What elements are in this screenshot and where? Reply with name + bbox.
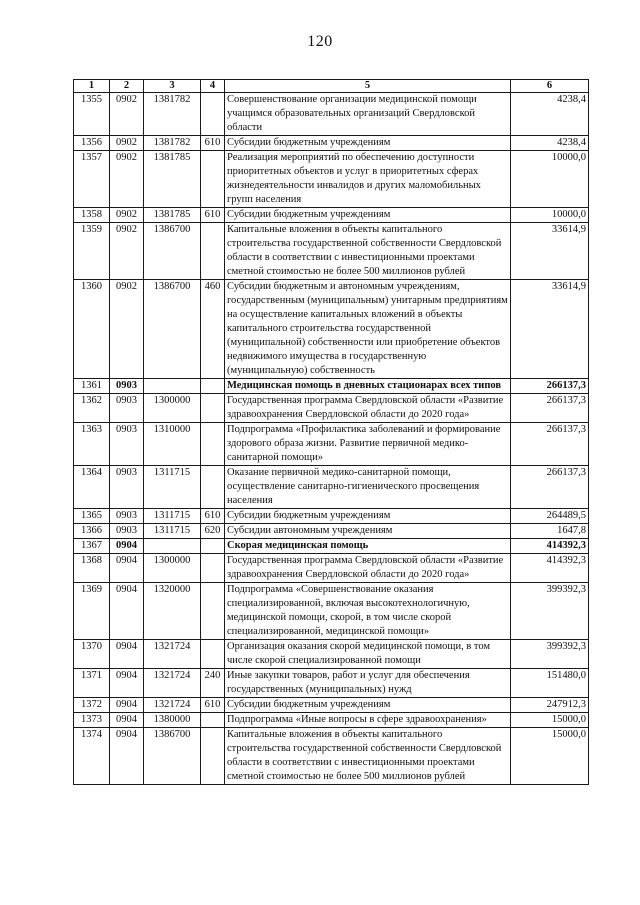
table-row (74, 379, 589, 394)
item-name: Оказание первичной медико-санитарной помощи, осуществление санитарно-гигиенического просвещения населения (225, 466, 511, 509)
row-number: 1363 (74, 423, 110, 466)
header-col-type: 4 (201, 80, 225, 93)
section-code: 0903 (110, 379, 144, 394)
expense-type: 240 (201, 669, 225, 698)
amount: 33614,9 (511, 280, 589, 379)
table-row (74, 583, 589, 640)
item-name: Организация оказания скорой медицинской помощи, в том числе скорой специализированной помощи (225, 640, 511, 669)
target-article: 1310000 (144, 423, 201, 466)
target-article: 1386700 (144, 223, 201, 280)
target-article: 1381785 (144, 208, 201, 223)
section-code: 0903 (110, 509, 144, 524)
budget-table (73, 79, 589, 785)
table-row (74, 539, 589, 554)
header-col-number: 1 (74, 80, 110, 93)
section-code: 0903 (110, 524, 144, 539)
expense-type: 460 (201, 280, 225, 379)
item-name: Подпрограмма «Профилактика заболеваний и формирование здорового образа жизни. Развитие первичной медико-санитарной помощи» (225, 423, 511, 466)
row-number: 1371 (74, 669, 110, 698)
table-row (74, 554, 589, 583)
target-article: 1320000 (144, 583, 201, 640)
table-row (74, 394, 589, 423)
item-name: Иные закупки товаров, работ и услуг для обеспечения государственных (муниципальных) нужд (225, 669, 511, 698)
row-number: 1357 (74, 151, 110, 208)
expense-type (201, 93, 225, 136)
amount: 414392,3 (511, 554, 589, 583)
section-code: 0904 (110, 554, 144, 583)
row-number: 1370 (74, 640, 110, 669)
row-number: 1356 (74, 136, 110, 151)
row-number: 1360 (74, 280, 110, 379)
table-row (74, 640, 589, 669)
table-row (74, 208, 589, 223)
row-number: 1369 (74, 583, 110, 640)
amount: 15000,0 (511, 713, 589, 728)
section-code: 0903 (110, 394, 144, 423)
header-col-target: 3 (144, 80, 201, 93)
section-code: 0902 (110, 223, 144, 280)
item-name: Субсидии автономным учреждениям (225, 524, 511, 539)
item-name: Подпрограмма «Совершенствование оказания специализированной, включая высокотехнологичную, медицинской помощи, скорой, в том числе скорой специализированной, медицинской помощи» (225, 583, 511, 640)
row-number: 1366 (74, 524, 110, 539)
row-number: 1368 (74, 554, 110, 583)
target-article (144, 539, 201, 554)
amount: 4238,4 (511, 136, 589, 151)
table-row (74, 151, 589, 208)
item-name: Субсидии бюджетным учреждениям (225, 208, 511, 223)
row-number: 1374 (74, 728, 110, 785)
section-code: 0904 (110, 640, 144, 669)
target-article: 1381782 (144, 93, 201, 136)
row-number: 1358 (74, 208, 110, 223)
item-name: Подпрограмма «Иные вопросы в сфере здравоохранения» (225, 713, 511, 728)
expense-type: 610 (201, 698, 225, 713)
section-code: 0904 (110, 698, 144, 713)
target-article: 1311715 (144, 466, 201, 509)
expense-type (201, 223, 225, 280)
item-name: Государственная программа Свердловской области «Развитие здравоохранения Свердловской области до 2020 года» (225, 554, 511, 583)
table-row (74, 280, 589, 379)
section-code: 0903 (110, 466, 144, 509)
section-code: 0902 (110, 151, 144, 208)
item-name: Медицинская помощь в дневных стационарах всех типов (225, 379, 511, 394)
target-article: 1381782 (144, 136, 201, 151)
item-name: Субсидии бюджетным учреждениям (225, 698, 511, 713)
amount: 399392,3 (511, 640, 589, 669)
row-number: 1364 (74, 466, 110, 509)
expense-type (201, 423, 225, 466)
expense-type: 610 (201, 136, 225, 151)
section-code: 0904 (110, 728, 144, 785)
section-code: 0902 (110, 136, 144, 151)
table-row (74, 509, 589, 524)
expense-type (201, 379, 225, 394)
expense-type: 610 (201, 509, 225, 524)
section-code: 0904 (110, 713, 144, 728)
amount: 247912,3 (511, 698, 589, 713)
expense-type (201, 466, 225, 509)
amount: 10000,0 (511, 151, 589, 208)
expense-type: 610 (201, 208, 225, 223)
amount: 4238,4 (511, 93, 589, 136)
expense-type (201, 554, 225, 583)
item-name: Скорая медицинская помощь (225, 539, 511, 554)
target-article: 1321724 (144, 698, 201, 713)
target-article: 1321724 (144, 669, 201, 698)
table-row (74, 93, 589, 136)
section-code: 0904 (110, 583, 144, 640)
section-code: 0903 (110, 423, 144, 466)
section-code: 0902 (110, 93, 144, 136)
expense-type (201, 539, 225, 554)
amount: 15000,0 (511, 728, 589, 785)
expense-type (201, 583, 225, 640)
table-header-row (74, 80, 589, 93)
table-row (74, 728, 589, 785)
target-article: 1300000 (144, 554, 201, 583)
row-number: 1373 (74, 713, 110, 728)
item-name: Капитальные вложения в объекты капитального строительства государственной собственности Свердловской области в соответствии с инвестиционными проектами сметной стоимостью не более 500 миллионов рублей (225, 223, 511, 280)
row-number: 1355 (74, 93, 110, 136)
amount: 264489,5 (511, 509, 589, 524)
target-article: 1311715 (144, 524, 201, 539)
target-article: 1311715 (144, 509, 201, 524)
table-row (74, 698, 589, 713)
row-number: 1367 (74, 539, 110, 554)
target-article: 1386700 (144, 280, 201, 379)
expense-type (201, 713, 225, 728)
row-number: 1361 (74, 379, 110, 394)
section-code: 0902 (110, 280, 144, 379)
expense-type: 620 (201, 524, 225, 539)
section-code: 0904 (110, 539, 144, 554)
amount: 151480,0 (511, 669, 589, 698)
amount: 266137,3 (511, 423, 589, 466)
item-name: Реализация мероприятий по обеспечению доступности приоритетных объектов и услуг в приоритетных сферах жизнедеятельности инвалидов и других маломобильных групп населения (225, 151, 511, 208)
row-number: 1365 (74, 509, 110, 524)
row-number: 1372 (74, 698, 110, 713)
amount: 33614,9 (511, 223, 589, 280)
target-article: 1321724 (144, 640, 201, 669)
amount: 266137,3 (511, 394, 589, 423)
table-row (74, 524, 589, 539)
target-article: 1381785 (144, 151, 201, 208)
table-row (74, 223, 589, 280)
amount: 10000,0 (511, 208, 589, 223)
item-name: Субсидии бюджетным и автономным учреждениям, государственным (муниципальным) унитарным предприятиям на осуществление капитальных вложений в объекты капитального строительства государственной (муниципальной) собственности или приобретение объектов недвижимого имущества в государственную (муниципальную) собственность (225, 280, 511, 379)
item-name: Совершенствование организации медицинской помощи учащимся образовательных организаций Свердловской области (225, 93, 511, 136)
table-row (74, 423, 589, 466)
amount: 266137,3 (511, 379, 589, 394)
table-row (74, 136, 589, 151)
expense-type (201, 728, 225, 785)
table-row (74, 466, 589, 509)
target-article (144, 379, 201, 394)
amount: 1647,8 (511, 524, 589, 539)
expense-type (201, 640, 225, 669)
row-number: 1362 (74, 394, 110, 423)
item-name: Государственная программа Свердловской области «Развитие здравоохранения Свердловской области до 2020 года» (225, 394, 511, 423)
amount: 266137,3 (511, 466, 589, 509)
target-article: 1380000 (144, 713, 201, 728)
target-article: 1300000 (144, 394, 201, 423)
item-name: Субсидии бюджетным учреждениям (225, 509, 511, 524)
header-col-section: 2 (110, 80, 144, 93)
row-number: 1359 (74, 223, 110, 280)
expense-type (201, 151, 225, 208)
expense-type (201, 394, 225, 423)
target-article: 1386700 (144, 728, 201, 785)
page-number: 120 (307, 33, 333, 50)
amount: 414392,3 (511, 539, 589, 554)
item-name: Субсидии бюджетным учреждениям (225, 136, 511, 151)
header-col-name: 5 (225, 80, 511, 93)
table-row (74, 669, 589, 698)
amount: 399392,3 (511, 583, 589, 640)
header-col-sum: 6 (511, 80, 589, 93)
section-code: 0902 (110, 208, 144, 223)
item-name: Капитальные вложения в объекты капитального строительства государственной собственности Свердловской области в соответствии с инвестиционными проектами сметной стоимостью не более 500 миллионов рублей (225, 728, 511, 785)
table-row (74, 713, 589, 728)
section-code: 0904 (110, 669, 144, 698)
table-body (74, 93, 589, 785)
